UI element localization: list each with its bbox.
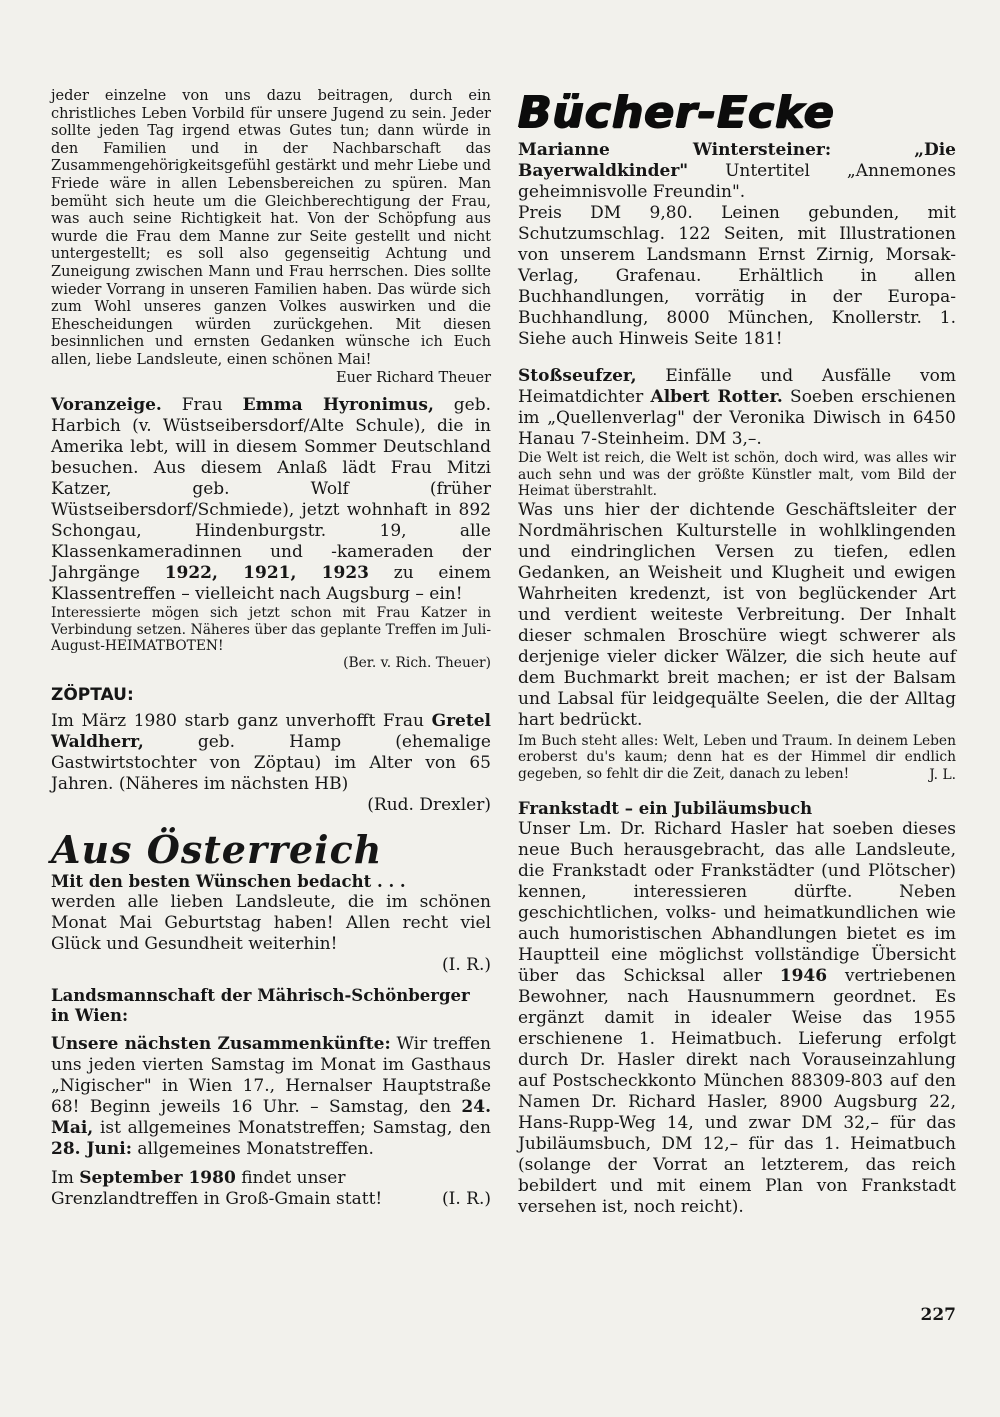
voranzeige-name: Emma Hyronimus,	[242, 395, 434, 416]
book-stossseufzer	[518, 366, 956, 783]
meeting-date-june: 28. Juni:	[51, 1139, 132, 1160]
book-frankstadt	[518, 799, 956, 1218]
landsmannschaft-heading: Landsmannschaft der Mährisch-Schönberger in Wien:	[51, 986, 470, 1026]
frankstadt-year: 1946	[779, 966, 828, 987]
buecher-ecke-banner: Bücher-Ecke	[518, 87, 835, 138]
meetings-text: Unsere nächsten Zusammenkünfte: Wir treffen uns jeden vierten Samstag im Monat im Gasthaus „Nigischer" in Wien 17., Hernalser Hauptstraße 68! Beginn jeweils 16 Uhr. – Samstag, den 24. Mai, ist allgemeines Monatstreffen; Samstag, den 28. Juni: allgemeines Monatstreffen.	[51, 1034, 492, 1160]
zoeptau-heading: ZÖPTAU:	[51, 685, 134, 706]
book2-quote2: Im Buch steht alles: Welt, Leben und Traum. In deinem Leben eroberst du's kaum; denn hat es der Himmel dir endlich gegeben, so fehlt dir die Zeit, danach zu leben!	[518, 732, 956, 782]
book1-author-title: Marianne Wintersteiner: „Die Bayerwaldkinder"	[518, 140, 956, 181]
intro-signature: Euer Richard Theuer	[336, 369, 491, 386]
zoeptau-name: Gretel Waldherr,	[51, 711, 491, 753]
voranzeige-label: Voranzeige.	[51, 395, 162, 416]
book2-title: Stoßseufzer,	[518, 366, 637, 386]
grenzland-signature: (I. R.)	[442, 1189, 491, 1210]
meeting-date-may: 24. Mai,	[51, 1097, 491, 1139]
grenzland-date: September 1980	[79, 1168, 236, 1189]
left-column	[51, 88, 491, 1210]
oesterreich-section	[51, 828, 491, 1210]
page-number: 227	[920, 1305, 956, 1325]
voranzeige-text: Voranzeige. Frau Emma Hyronimus, geb. Harbich (v. Wüstseibersdorf/Alte Schule), die in Amerika lebt, will in diesem Sommer Deutschland besuchen. Aus diesem Anlaß lädt Frau Mitzi Katzer, geb. Wolf (früher Wüstseibersdorf/Schmiede), jetzt wohnhaft in 892 Schongau, Hindenburgstr. 19, alle Klassenkameradinnen und -kameraden der Jahrgänge 1922, 1921, 1923 zu einem Klassentreffen – vielleicht nach Augsburg – ein!	[51, 395, 492, 605]
zoeptau-article	[51, 685, 491, 816]
right-column	[518, 88, 956, 1218]
intro-text: jeder einzelne von uns dazu beitragen, durch ein christliches Leben Vorbild für unsere Jugend zu sein. Jeder sollte jeden Tag irgend etwas Gutes tun; dann würde in den Familien und in der Nachbarschaft das Zusammengehörigkeitsgefühl gestärkt und mehr Liebe und Friede wäre in allen Lebensbereichen zu spüren. Man bemüht sich heute um die Gleichberechtigung der Frau, was auch seine Richtigkeit hat. Von der Schöpfung aus wurde die Frau dem Manne zur Seite gestellt und nicht untergestellt; es soll also gegenseitig Achtung und Zuneigung zwischen Mann und Frau herrschen. Dies sollte wieder Vorrang in unseren Familien haben. Das würde sich zum Wohl unseres ganzen Volkes auswirken und die Ehescheidungen würden zurückgehen. Mit diesen besinnlichen und ernsten Gedanken wünsche ich Euch allen, liebe Landsleute, einen schönen Mai!	[51, 88, 491, 368]
intro-article	[51, 88, 491, 387]
frankstadt-text: Unser Lm. Dr. Richard Hasler hat soeben dieses neue Buch herausgebracht, das alle Landsleute, die Frankstadt oder Frankstädter (und Plötscher) kennen, interessieren dürfte. Neben geschichtlichen, volks- und heimatkundlichen wie auch humoristischen Abhandlungen bietet es im Hauptteil eine möglichst vollständige Übersicht über das Schicksal aller 1946 vertriebenen Bewohner, nach Hausnummern geordnet. Es ergänzt damit in idealer Weise das 1955 erschienene 1. Heimatbuch. Lieferung erfolgt durch Dr. Hasler direkt nach Vorauseinzahlung auf Postscheckkonto München 88309-803 auf den Namen Dr. Richard Hasler, 8900 Augsburg 22, Hans-Rupp-Weg 14, und zwar DM 32,– für das Jubiläumsbuch, DM 12,– für das 1. Heimatbuch (solange der Vorrat an letzterem, das reich bebildert und mit einem Plan von Frankstadt versehen ist, noch reicht).	[518, 819, 957, 1218]
zoeptau-signature: (Rud. Drexler)	[367, 795, 491, 816]
voranzeige-signature: (Ber. v. Rich. Theuer)	[343, 654, 491, 671]
book1-details: Preis DM 9,80. Leinen gebunden, mit Schutzumschlag. 122 Seiten, mit Illustrationen von unserem Landsmann Ernst Zirnig, Morsak-Verlag, Grafenau. Erhältlich in allen Buchhandlungen, vorrätig in der Europa-Buchhandlung, 8000 München, Knollerstr. 1. Siehe auch Hinweis Seite 181!	[518, 203, 956, 349]
book1-intro: Marianne Wintersteiner: „Die Bayerwaldkinder" Untertitel „Annemones geheimnisvolle Freundin".	[518, 140, 956, 202]
frankstadt-heading: Frankstadt – ein Jubiläumsbuch	[518, 799, 813, 819]
zoeptau-text: Im März 1980 starb ganz unverhofft Frau Gretel Waldherr, geb. Hamp (ehemalige Gastwirtstochter von Zöptau) im Alter von 65 Jahren. (Näheres im nächsten HB)	[51, 711, 491, 795]
book-bayerwaldkinder	[518, 140, 956, 350]
book2-intro: Stoßseufzer, Einfälle und Ausfälle vom Heimatdichter Albert Rotter. Soeben erschienen im „Quellenverlag" der Veronika Diwisch in 6450 Hanau 7-Steinheim. DM 3,–.	[518, 366, 957, 449]
wishes-signature: (I. R.)	[442, 955, 491, 976]
oesterreich-title: Aus Österreich	[51, 827, 383, 873]
meetings-lead: Unsere nächsten Zusammenkünfte:	[51, 1034, 391, 1055]
grenzland-text: Im September 1980 findet unser Grenzlandtreffen in Groß-Gmain statt! (I. R.)	[51, 1168, 491, 1210]
voranzeige-years: 1922, 1921, 1923	[164, 563, 369, 584]
wishes-heading: Mit den besten Wünschen bedacht . . .	[51, 872, 406, 892]
wishes-text: werden alle lieben Landsleute, die im schönen Monat Mai Geburtstag haben! Allen recht viel Glück und Gesundheit weiterhin!	[51, 892, 491, 955]
book2-quote1: Die Welt ist reich, die Welt ist schön, doch wird, was alles wir auch sehn und was der größte Künstler malt, vom Bild der Heimat überstrahlt.	[518, 450, 956, 500]
book2-signature: J. L.	[929, 766, 956, 783]
voranzeige-article	[51, 395, 491, 671]
voranzeige-note: Interessierte mögen sich jetzt schon mit Frau Katzer in Verbindung setzen. Näheres über das geplante Treffen im Juli-August-HEIMATBOTEN!	[51, 605, 491, 655]
book2-author: Albert Rotter.	[650, 387, 783, 407]
book2-review: Was uns hier der dichtende Geschäftsleiter der Nordmährischen Kulturstelle in wohlklingenden und eindringlichen Versen zu tiefen, edlen Gedanken, an Weisheit und Klugheit und ewigen Wahrheiten kredenzt, ist von beglückender Art und verdient weiteste Verbreitung. Der Inhalt dieser schmalen Broschüre wiegt schwerer als derjenige vieler dicker Wälzer, die sich heute auf dem Buchmarkt breit machen; er ist der Balsam und Labsal für leidgequälte Seelen, die der Alltag hart bedrückt.	[518, 499, 956, 730]
